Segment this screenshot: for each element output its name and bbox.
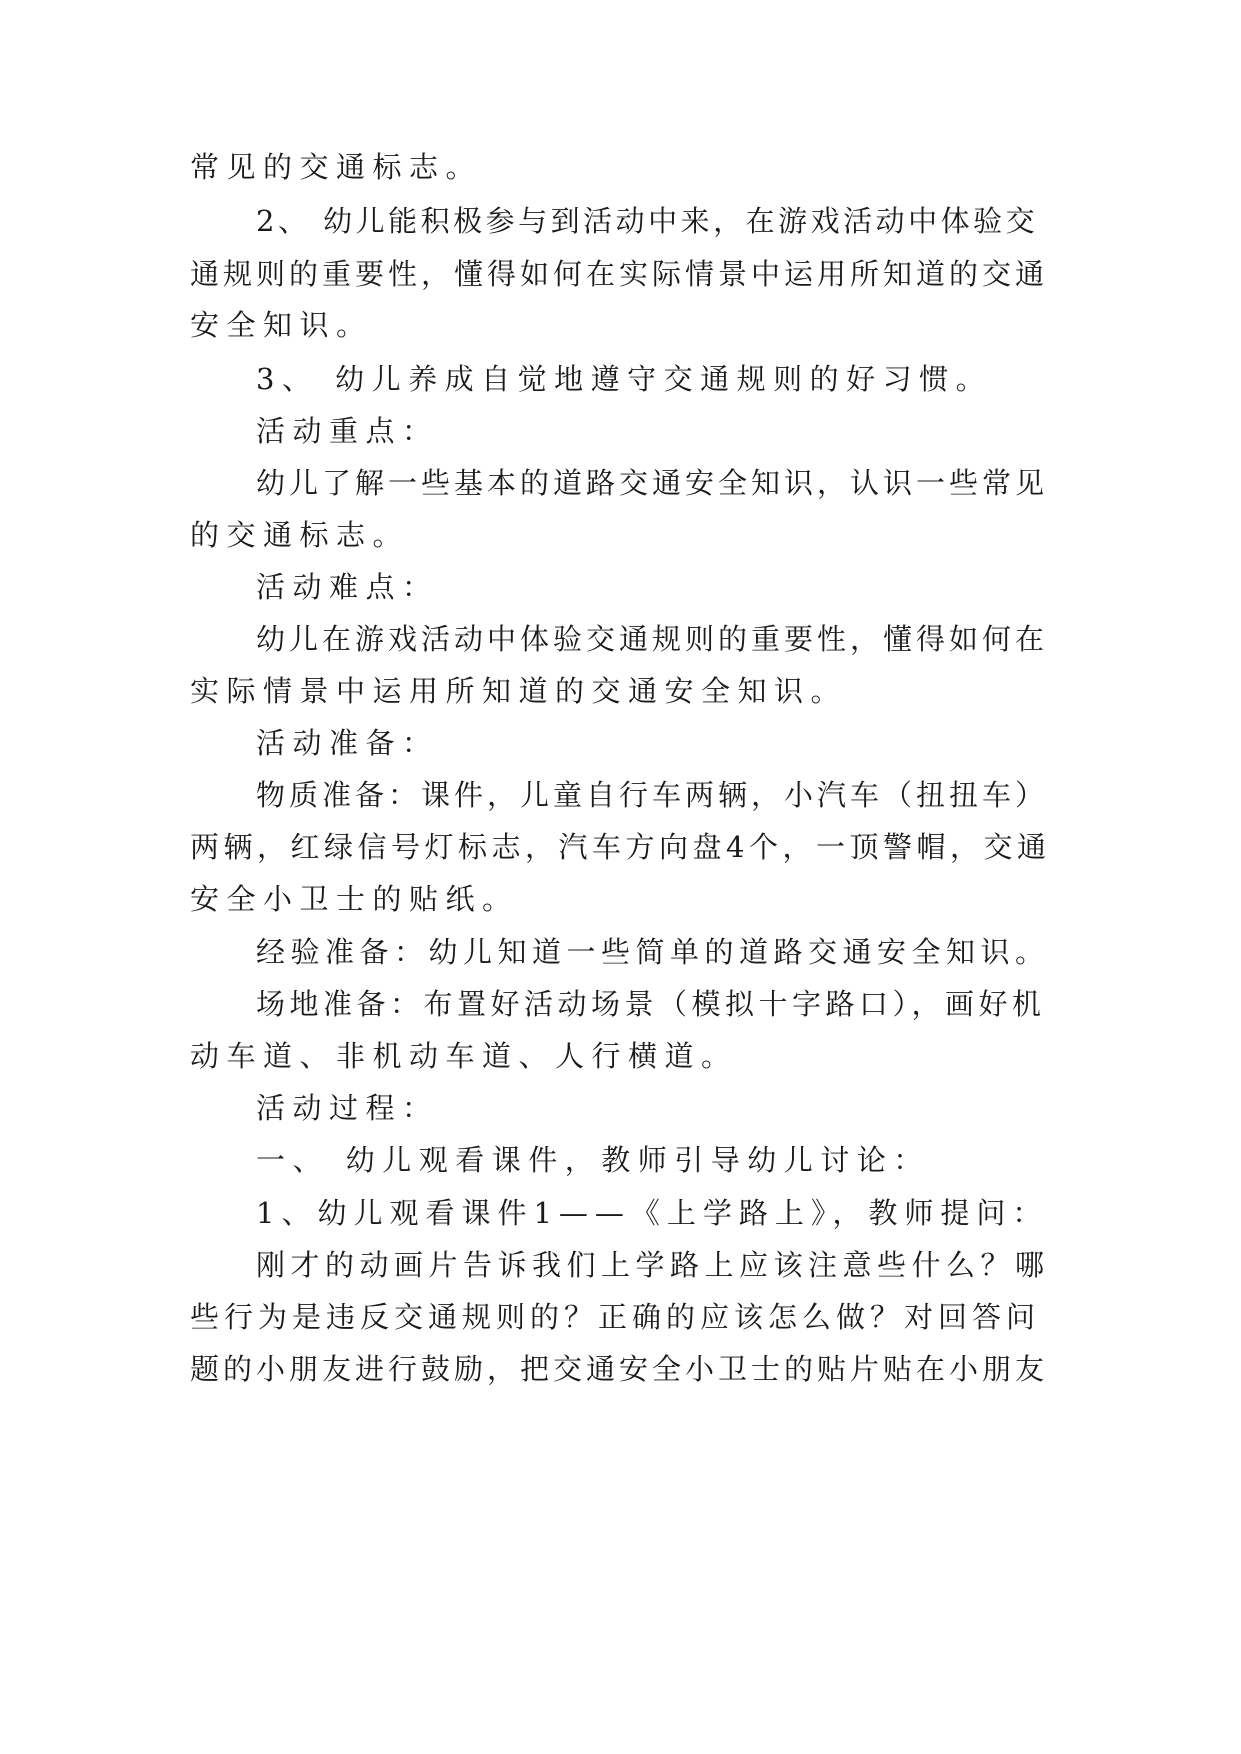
text-line: 活动重点： bbox=[256, 414, 439, 448]
text-line: 安全知识。 bbox=[190, 308, 373, 342]
text-line: 的交通标志。 bbox=[190, 518, 410, 552]
text-line: 1、幼儿观看课件1——《上学路上》，教师提问： bbox=[256, 1196, 1049, 1230]
text-line: 刚才的动画片告诉我们上学路上应该注意些什么？哪 bbox=[256, 1248, 1050, 1282]
text-line: 实际情景中运用所知道的交通安全知识。 bbox=[190, 674, 848, 708]
text-line: 动车道、非机动车道、人行横道。 bbox=[190, 1039, 738, 1073]
text-line: 一、 幼儿观看课件，教师引导幼儿讨论： bbox=[256, 1143, 930, 1177]
text-line: 两辆，红绿信号灯标志，汽车方向盘4个，一顶警帽，交通 bbox=[190, 830, 1051, 864]
text-line: 场地准备：布置好活动场景（模拟十字路口），画好机 bbox=[256, 987, 1046, 1021]
text-line: 活动过程： bbox=[256, 1091, 439, 1125]
text-line: 安全小卫士的贴纸。 bbox=[190, 882, 519, 916]
text-line: 活动准备： bbox=[256, 726, 439, 760]
text-line: 活动难点： bbox=[256, 570, 439, 604]
text-line: 些行为是违反交通规则的？正确的应该怎么做？对回答问 bbox=[190, 1300, 1041, 1334]
text-line: 题的小朋友进行鼓励，把交通安全小卫士的贴片贴在小朋友 bbox=[190, 1352, 1049, 1386]
text-line: 物质准备：课件，儿童自行车两辆，小汽车（扭扭车） bbox=[256, 778, 1049, 812]
text-line: 经验准备：幼儿知道一些简单的道路交通安全知识。 bbox=[256, 935, 1050, 969]
text-line: 幼儿了解一些基本的道路交通安全知识，认识一些常见 bbox=[256, 466, 1049, 500]
text-line: 3、 幼儿养成自觉地遵守交通规则的好习惯。 bbox=[256, 362, 993, 396]
text-line: 通规则的重要性，懂得如何在实际情景中运用所知道的交通 bbox=[190, 257, 1049, 291]
text-line: 幼儿在游戏活动中体验交通规则的重要性，懂得如何在 bbox=[256, 622, 1049, 656]
text-line: 2、 幼儿能积极参与到活动中来，在游戏活动中体验交 bbox=[256, 204, 1039, 238]
text-line: 常见的交通标志。 bbox=[190, 150, 483, 184]
